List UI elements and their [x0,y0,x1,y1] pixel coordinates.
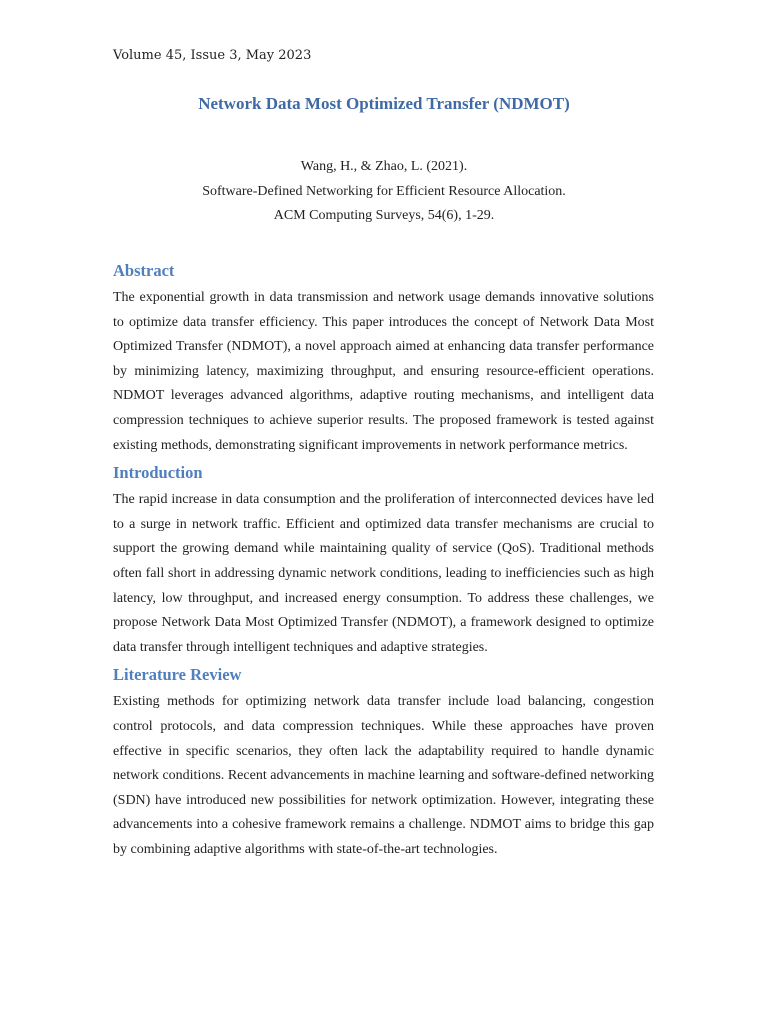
literature-review-heading: Literature Review [113,665,242,685]
citation-journal: ACM Computing Surveys, 54(6), 1-29. [273,208,495,223]
introduction-body: The rapid increase in data consumption and the proliferation of interconnected devices have led to a surge in network traffic. Efficient and optimized data transfer mechanisms are crucial to support the growing demand while maintaining quality of service (QoS). Traditional methods often fall short in addressing dynamic network conditions, leading to inefficiencies such as high latency, low throughput, and increased energy consumption. To address these challenges, we propose Network Data Most Optimized Transfer (NDMOT), a framework designed to optimize data transfer through intelligent techniques and adaptive strategies. [113,492,654,655]
paper-content [113,260,654,866]
introduction-heading: Introduction [113,463,203,483]
paper-title: Network Data Most Optimized Transfer (NDMOT) [198,94,570,113]
abstract-body: The exponential growth in data transmission and network usage demands innovative solutions to optimize data transfer efficiency. This paper introduces the concept of Network Data Most Optimized Transfer (NDMOT), a novel approach aimed at enhancing data transfer performance by minimizing latency, maximizing throughput, and ensuring resource-efficient operations. NDMOT leverages advanced algorithms, adaptive routing mechanisms, and intelligent data compression techniques to achieve superior results. The proposed framework is tested against existing methods, demonstrating significant improvements in network performance metrics. [113,290,654,453]
introduction-section [113,462,654,660]
issue-line: Volume 45, Issue 3, May 2023 [113,48,312,63]
abstract-section [113,260,654,458]
literature-review-body: Existing methods for optimizing network data transfer include load balancing, congestion control protocols, and data compression techniques. While these approaches have proven effective in specific scenarios, they often lack the adaptability required to handle dynamic network conditions. Recent advancements in machine learning and software-defined networking (SDN) have introduced new possibilities for network optimization. However, integrating these advancements into a cohesive framework remains a challenge. NDMOT aims to bridge this gap by combining adaptive algorithms with state-of-the-art technologies. [113,694,654,857]
citation-block [0,155,768,229]
citation-article-title: Software-Defined Networking for Efficient Resource Allocation. [202,183,566,199]
citation-authors: Wang, H., & Zhao, L. (2021). [300,159,468,174]
literature-review-section [113,664,654,862]
abstract-heading: Abstract [113,261,175,280]
